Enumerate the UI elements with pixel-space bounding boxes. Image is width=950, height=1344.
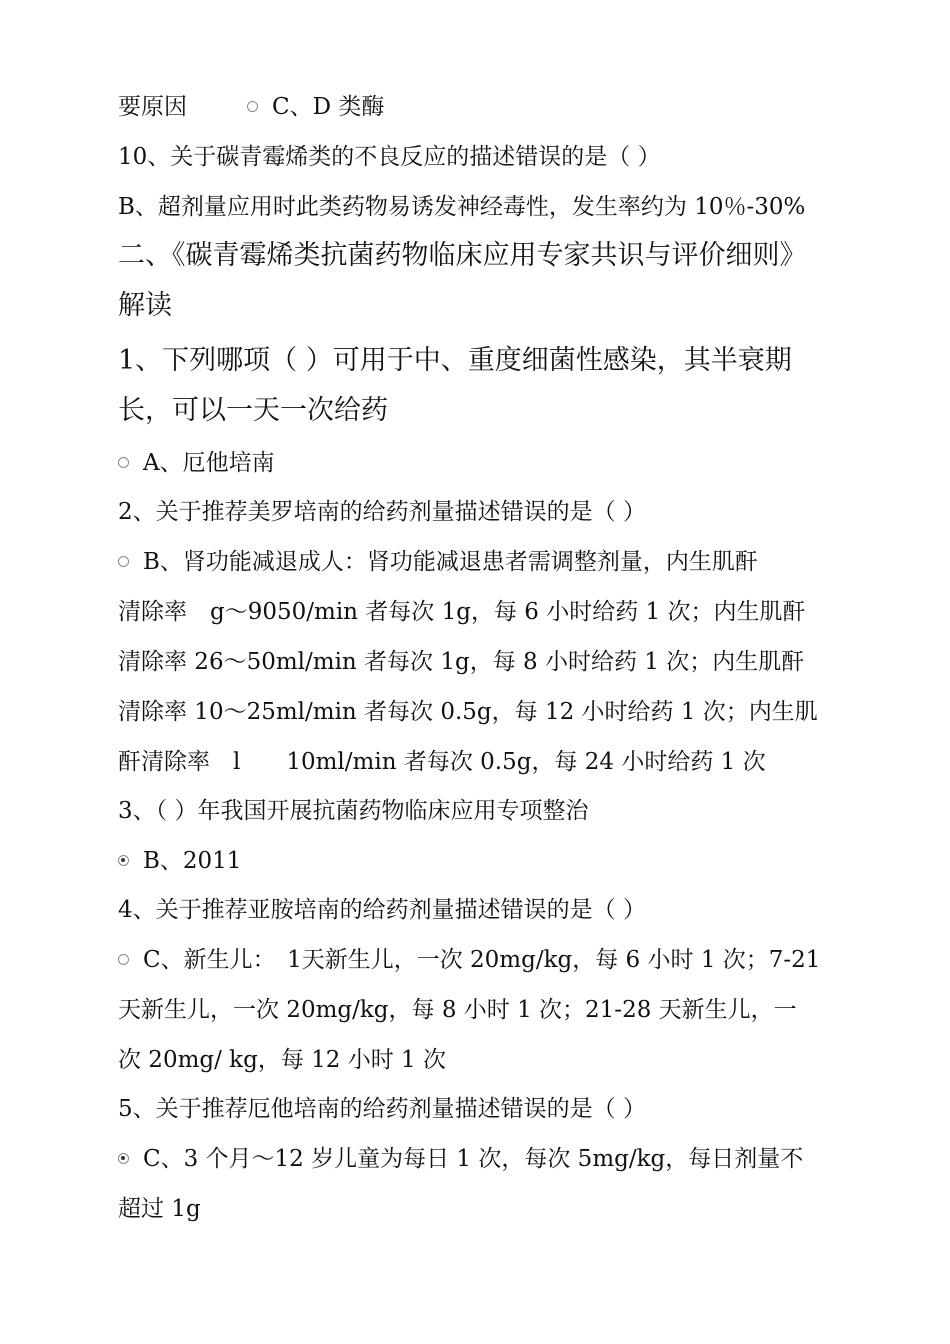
answer-4-line-2: 天新生儿，一次 20mg/kg，每 8 小时 1 次；21-28 天新生儿，一 [118,997,797,1023]
radio-option-icon[interactable] [118,556,129,567]
answer-1: A、厄他培南 [118,444,275,477]
question-5: 5、关于推荐厄他培南的给药剂量描述错误的是（ ） [118,1096,646,1122]
radio-option-icon[interactable] [118,457,129,468]
question-1-cont: 长，可以一天一次给药 [118,395,388,426]
answer-4-line-3: 次 20mg/ kg，每 12 小时 1 次 [118,1047,446,1073]
answer-10: B、超剂量应用时此类药物易诱发神经毒性，发生率约为 10％-30% [118,194,806,220]
answer-2-line-4: 清除率 10～25ml/min 者每次 0.5g，每 12 小时给药 1 次；内生肌 [118,699,818,725]
text-line-1: 要原因 C、D 类酶 [118,94,385,120]
answer-3: B、2011 [118,842,241,875]
answer-2-line-2: 清除率 g～9050/min 者每次 1g，每 6 小时给药 1 次；内生肌酐 [118,599,806,625]
question-10: 10、关于碳青霉烯类的不良反应的描述错误的是（ ） [118,144,661,170]
answer-2-line-3: 清除率 26～50ml/min 者每次 1g，每 8 小时给药 1 次；内生肌酐 [118,649,805,675]
question-2: 2、关于推荐美罗培南的给药剂量描述错误的是（ ） [118,499,646,525]
radio-checked-icon[interactable] [118,855,129,866]
answer-4: C、新生儿： 1天新生儿，一次 20mg/kg，每 6 小时 1 次；7-21 [118,941,820,974]
question-4: 4、关于推荐亚胺培南的给药剂量描述错误的是（ ） [118,897,646,923]
answer-2-line-5: 酐清除率 l 10ml/min 者每次 0.5g，每 24 小时给药 1 次 [118,749,766,775]
radio-option-icon[interactable] [118,954,129,965]
answer-5: C、3 个月～12 岁儿童为每日 1 次，每次 5mg/kg，每日剂量不 [118,1140,803,1173]
section-heading: 二、《碳青霉烯类抗菌药物临床应用专家共识与评价细则》 [118,240,807,271]
answer-2: B、肾功能减退成人：肾功能减退患者需调整剂量，内生肌酐 [118,543,758,576]
question-3: 3、（ ）年我国开展抗菌药物临床应用专项整治 [118,798,589,824]
question-1: 1、下列哪项（ ）可用于中、重度细菌性感染，其半衰期 [118,345,792,376]
section-heading-cont: 解读 [118,290,172,321]
radio-checked-icon[interactable] [118,1153,129,1164]
answer-5-line-2: 超过 1g [118,1196,201,1222]
radio-option-icon[interactable] [247,101,258,112]
